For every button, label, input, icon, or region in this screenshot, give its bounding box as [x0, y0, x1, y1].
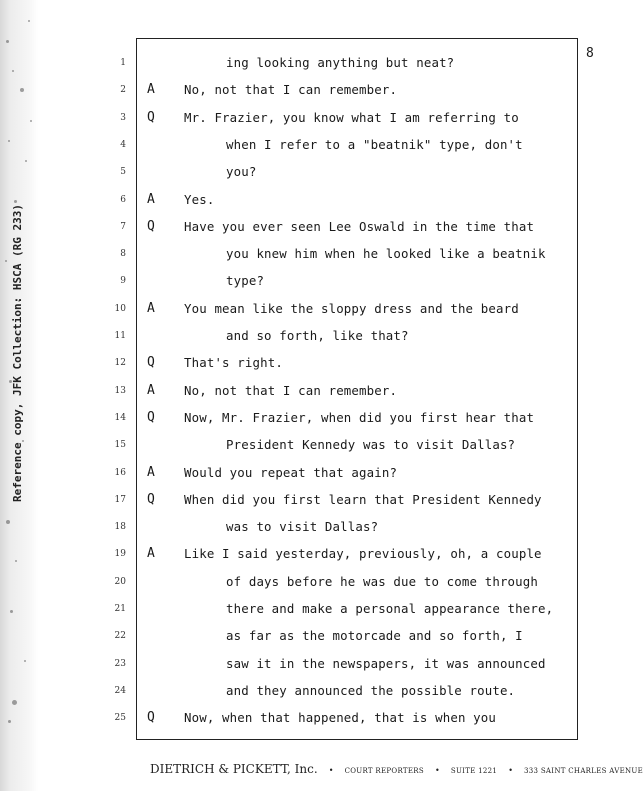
line-number: 25 — [114, 713, 126, 724]
transcript-line: as far as the motorcade and so forth, I — [226, 628, 523, 644]
line-number: 15 — [114, 440, 126, 451]
transcript-line: Mr. Frazier, you know what I am referring to — [184, 109, 519, 125]
transcript-line: type? — [226, 273, 265, 289]
line-number: 4 — [120, 139, 126, 150]
footer-court-reporters: COURT REPORTERS — [344, 767, 424, 775]
speaker-marker: A — [147, 382, 155, 398]
line-number: 19 — [114, 549, 126, 560]
scan-speck — [12, 70, 14, 72]
line-number: 18 — [114, 522, 126, 533]
transcript-line: you knew him when he looked like a beatnik — [226, 246, 546, 262]
transcript-line: of days before he was due to come through — [226, 573, 539, 589]
footer-address: 333 SAINT CHARLES AVENUE — [524, 767, 643, 775]
scan-speck — [8, 140, 10, 142]
page-number: 8 — [586, 46, 594, 61]
line-number: 23 — [114, 658, 126, 669]
transcript-line: Now, Mr. Frazier, when did you first hear that — [184, 409, 535, 425]
footer-suite: SUITE 1221 — [450, 767, 498, 775]
speaker-marker: Q — [147, 409, 155, 425]
firm-name: DIETRICH & PICKETT, Inc. — [150, 762, 318, 776]
scan-speck — [20, 88, 24, 92]
transcript-line: ing looking anything but neat? — [226, 55, 455, 70]
speaker-marker: A — [147, 464, 155, 480]
scan-speck — [14, 200, 17, 203]
transcript-line: You mean like the sloppy dress and the beard — [184, 300, 519, 316]
speaker-marker: Q — [147, 218, 155, 234]
transcript-line: when I refer to a "beatnik" type, don't — [226, 136, 523, 152]
line-number: 22 — [114, 631, 126, 642]
transcript-line: No, not that I can remember. — [184, 82, 398, 98]
line-number: 3 — [120, 112, 126, 123]
scan-speck — [15, 560, 17, 562]
transcript-line: President Kennedy was to visit Dallas? — [226, 437, 516, 453]
speaker-marker: Q — [147, 491, 155, 507]
speaker-marker: A — [147, 191, 155, 207]
line-number: 17 — [114, 494, 126, 505]
scan-speck — [8, 720, 11, 723]
transcript-line: Would you repeat that again? — [184, 464, 398, 480]
line-number: 16 — [114, 467, 126, 478]
scan-speck — [5, 260, 7, 262]
transcript-line: Now, when that happened, that is when you — [184, 710, 497, 726]
line-number: 1 — [120, 58, 126, 68]
scan-speck — [24, 660, 26, 662]
transcript-line: Like I said yesterday, previously, oh, a couple — [184, 546, 542, 562]
line-number: 11 — [114, 331, 126, 341]
speaker-marker: A — [147, 300, 155, 316]
line-number: 7 — [120, 221, 126, 232]
scan-speck — [30, 120, 32, 122]
speaker-marker: Q — [147, 109, 155, 125]
scan-speck — [10, 610, 13, 613]
line-number: 5 — [120, 167, 126, 178]
line-number: 13 — [114, 385, 126, 396]
line-number: 10 — [114, 303, 126, 314]
transcript-line: Have you ever seen Lee Oswald in the time that — [184, 218, 535, 234]
line-number: 14 — [114, 412, 126, 423]
transcript-line: and so forth, like that? — [226, 328, 409, 343]
line-number: 20 — [114, 576, 126, 587]
transcript-line: you? — [226, 164, 257, 180]
footer-separator: • — [328, 766, 334, 775]
speaker-marker: Q — [147, 355, 155, 371]
scan-speck — [12, 700, 17, 705]
transcript-line: Yes. — [184, 191, 215, 207]
line-number: 21 — [114, 604, 126, 614]
scan-speck — [28, 20, 30, 22]
transcript-line: When did you first learn that President Kennedy — [184, 491, 542, 507]
line-number: 8 — [120, 249, 126, 260]
speaker-marker: A — [147, 82, 155, 98]
line-number: 9 — [120, 276, 126, 287]
scan-speck — [6, 520, 10, 524]
footer — [150, 758, 643, 777]
line-number: 24 — [114, 685, 126, 696]
transcript-line: No, not that I can remember. — [184, 382, 398, 398]
line-number: 6 — [120, 194, 126, 205]
transcript-line: was to visit Dallas? — [226, 519, 379, 535]
footer-separator: • — [508, 766, 513, 775]
speaker-marker: A — [147, 546, 155, 562]
speaker-marker: Q — [147, 710, 155, 726]
scan-speck — [25, 160, 27, 162]
transcript-line: That's right. — [184, 355, 283, 371]
transcript-line: and they announced the possible route. — [226, 682, 516, 698]
footer-separator: • — [435, 766, 440, 775]
line-number: 2 — [120, 85, 126, 96]
transcript-line: there and make a personal appearance there, — [226, 601, 554, 616]
line-number: 12 — [114, 358, 126, 369]
transcript-line: saw it in the newspapers, it was announced — [226, 655, 546, 671]
scan-speck — [6, 40, 9, 43]
